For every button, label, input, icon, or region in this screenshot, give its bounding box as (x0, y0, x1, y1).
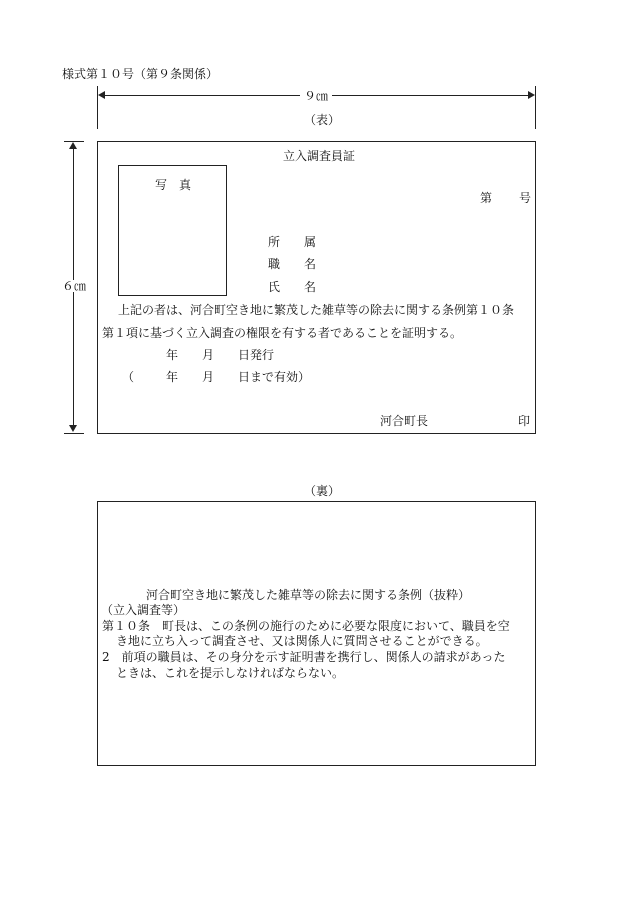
position-label: 職 名 (268, 257, 317, 271)
article-text-line2: き地に立ち入って調査させ、又は関係人に質問させることができる。 (116, 634, 488, 648)
width-label: ９㎝ (300, 90, 332, 102)
height-tick-bottom (64, 433, 84, 434)
front-side-label: （表） (304, 113, 341, 127)
issue-date: 年 月 日発行 (166, 348, 275, 362)
form-number: 様式第１０号（第９条関係） (62, 67, 219, 81)
paragraph2-line1: 2 前項の職員は、その身分を示す証明書を携行し、関係人の請求があった (102, 650, 506, 664)
paragraph2-line2: ときは、これを提示しなければならない。 (116, 666, 345, 680)
photo-label: 写 真 (155, 178, 192, 192)
valid-until-open: （ (122, 370, 135, 384)
certification-text-line1: 上記の者は、河合町空き地に繁茂した雑草等の除去に関する条例第１０条 (118, 303, 515, 317)
arrow-left-icon (98, 91, 105, 99)
valid-until: 年 月 日まで有効） (166, 370, 311, 384)
back-side-label: （裏） (304, 484, 341, 498)
issuer: 河合町長 (380, 414, 429, 428)
certification-text-line2: 第１項に基づく立入調査の権限を有する者であることを証明する。 (102, 326, 463, 340)
arrow-up-icon (69, 142, 77, 149)
name-label: 氏 名 (268, 280, 317, 294)
id-card-back (97, 501, 536, 766)
arrow-down-icon (69, 425, 77, 432)
ordinance-title: 河合町空き地に繁茂した雑草等の除去に関する条例（抜粋） (146, 588, 471, 602)
seal-mark: 印 (518, 414, 531, 428)
section-heading: （立入調査等） (101, 603, 186, 617)
width-tick-right (535, 86, 536, 129)
arrow-right-icon (528, 91, 535, 99)
number-label-suffix: 号 (519, 191, 532, 205)
article-text-line1: 第１０条 町長は、この条例の施行のために必要な限度において、職員を空 (102, 619, 510, 633)
card-title: 立入調査員証 (283, 149, 356, 163)
photo-placeholder (118, 165, 227, 296)
affiliation-label: 所 属 (268, 235, 317, 249)
height-label: ６㎝ (58, 280, 90, 292)
id-card-front (97, 141, 536, 434)
number-label-prefix: 第 (480, 191, 493, 205)
